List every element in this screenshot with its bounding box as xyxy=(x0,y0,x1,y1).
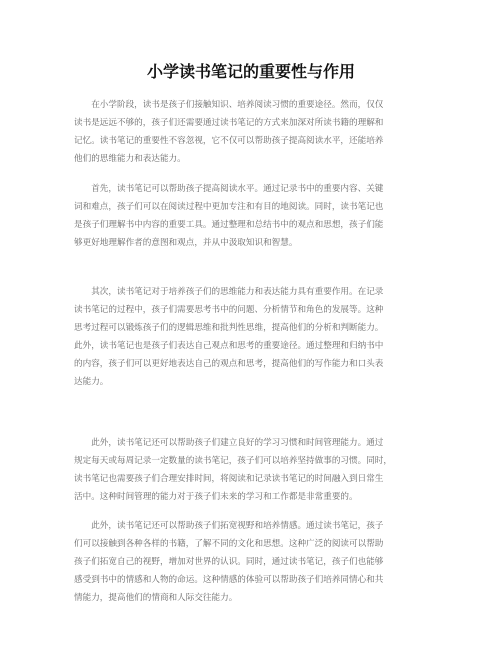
document-title: 小学读书笔记的重要性与作用 xyxy=(146,62,355,81)
paragraph-4 xyxy=(74,434,432,506)
paragraph-line: 情能力，提高他们的情商和人际交往能力。 xyxy=(74,593,238,603)
paragraph-line: 他们的思维能力和表达能力。 xyxy=(74,154,186,164)
paragraph-line: 规定每天或每周记录一定数量的读书笔记，孩子们可以培养坚持做事的习惯。同时， xyxy=(74,456,392,466)
paragraph-line: 的内容，孩子们可以更好地表达自己的观点和思考，提高他们的写作能力和口头表 xyxy=(74,359,384,369)
paragraph-line: 首先，读书笔记可以帮助孩子提高阅读水平。通过记录书中的重要内容、关键 xyxy=(74,184,384,194)
paragraph-line: 感受到书中的情感和人物的命运。这种情感的体验可以帮助孩子们培养同情心和共 xyxy=(74,575,384,585)
paragraph-line: 记忆。读书笔记的重要性不容忽视，它不仅可以帮助孩子提高阅读水平，还能培养 xyxy=(74,136,384,146)
paragraph-line: 们可以接触到各种各样的书籍，了解不同的文化和思想。这种广泛的阅读可以帮助 xyxy=(74,539,384,549)
paragraph-line: 思考过程可以锻炼孩子们的逻辑思维和批判性思维，提高他们的分析和判断能力。 xyxy=(74,323,384,333)
paragraph-line: 词和难点，孩子们可以在阅读过程中更加专注和有目的地阅读。同时，读书笔记也 xyxy=(74,202,384,212)
paragraph-line: 够更好地理解作者的意图和观点，并从中汲取知识和智慧。 xyxy=(74,238,298,248)
paragraph-1 xyxy=(74,96,432,168)
paragraph-line: 达能力。 xyxy=(74,377,109,387)
paragraph-line: 其次，读书笔记对于培养孩子们的思维能力和表达能力具有重要作用。在记录 xyxy=(74,287,384,297)
paragraph-line: 活中。这种时间管理的能力对于孩子们未来的学习和工作都是非常重要的。 xyxy=(74,492,358,502)
paragraph-line: 在小学阶段，读书是孩子们接触知识、培养阅读习惯的重要途径。然而，仅仅 xyxy=(74,100,384,110)
paragraph-line: 此外，读书笔记还可以帮助孩子们拓宽视野和培养情感。通过读书笔记，孩子 xyxy=(74,521,384,531)
paragraph-2 xyxy=(74,180,432,252)
paragraph-line: 此外，读书笔记还可以帮助孩子们建立良好的学习习惯和时间管理能力。通过 xyxy=(74,438,384,448)
paragraph-line: 此外，读书笔记也是孩子们表达自己观点和思考的重要途径。通过整理和归纳书中 xyxy=(74,341,384,351)
paragraph-5 xyxy=(74,517,432,607)
paragraph-3 xyxy=(74,283,432,391)
paragraph-line: 读书是远远不够的，孩子们还需要通过读书笔记的方式来加深对所读书籍的理解和 xyxy=(74,118,384,128)
paragraph-line: 是孩子们理解书中内容的重要工具。通过整理和总结书中的观点和思想，孩子们能 xyxy=(74,220,384,230)
paragraph-line: 孩子们拓宽自己的视野，增加对世界的认识。同时，通过读书笔记，孩子们也能够 xyxy=(74,557,384,567)
paragraph-line: 读书笔记也需要孩子们合理安排时间，将阅读和记录读书笔记的时间融入到日常生 xyxy=(74,474,384,484)
paragraph-line: 读书笔记的过程中，孩子们需要思考书中的问题、分析情节和角色的发展等。这种 xyxy=(74,305,384,315)
